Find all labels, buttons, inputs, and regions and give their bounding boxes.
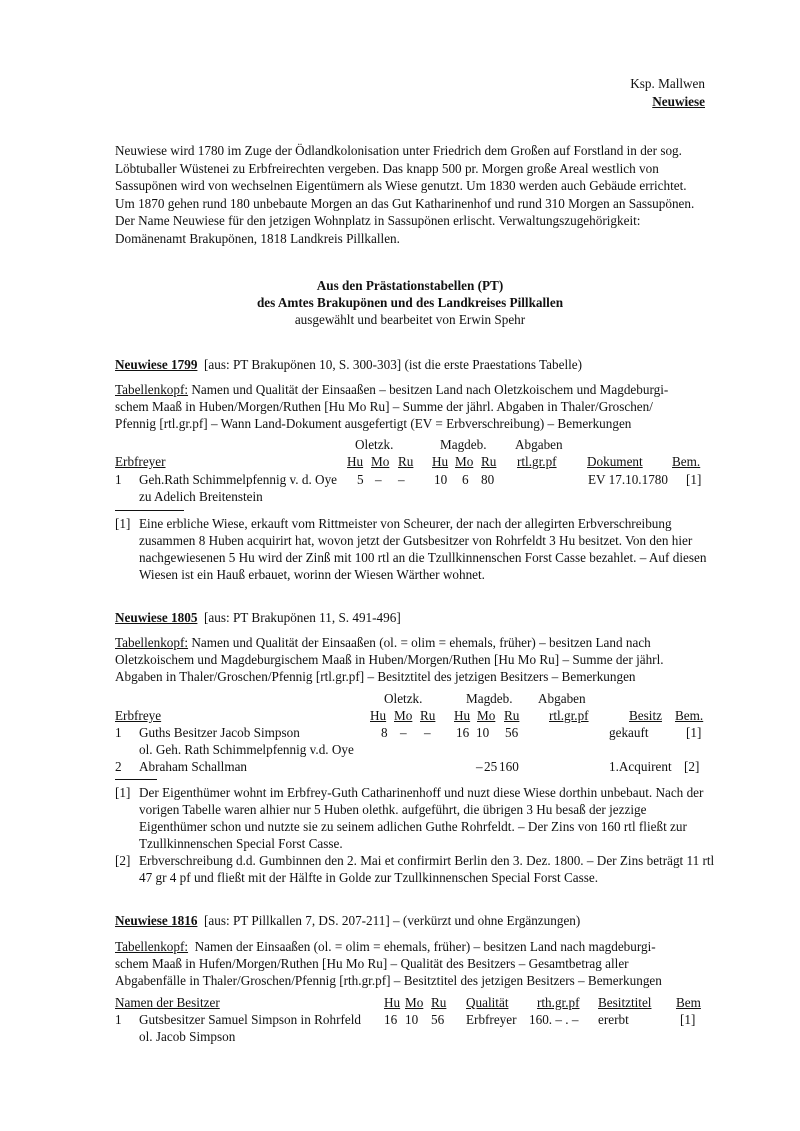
col-rtl: rtl.gr.pf [549, 708, 589, 723]
row-name: Gutsbesitzer Samuel Simpson in Rohrfeld [139, 1012, 361, 1027]
col-besitztitel: Besitztitel [598, 995, 652, 1010]
col-mo: Mo [405, 995, 424, 1010]
footnote-text: Erbverschreibung d.d. Gumbinnen den 2. Mai et confirmirt Berlin den 3. Dez. 1800. – Der Zins beträgt 11 rtl 47 gr 4 pf und fließt mit der Hälfte in Golde zur Tzullkinnenschen Special Forst Casse. [139, 853, 715, 885]
col-magdeb: Magdeb. [440, 437, 487, 452]
col-mo: Mo [371, 454, 390, 469]
cell-besitz: gekauft [609, 725, 649, 740]
col-hu: Hu [347, 454, 364, 469]
footnote [115, 515, 715, 583]
col-ru: Ru [431, 995, 447, 1010]
cell-mo2: 25 [484, 759, 498, 774]
section-1805-title: Neuwiese 1805 [115, 610, 198, 625]
col-hu: Hu [384, 995, 401, 1010]
cell-hu2: – [476, 759, 483, 774]
cell-ru2: 56 [505, 725, 519, 740]
footnote-number: [2] [115, 853, 131, 868]
col-ru: Ru [420, 708, 436, 723]
table-head-label: Tabellenkopf: [115, 382, 189, 397]
table-head-1816-line1 [115, 939, 656, 955]
cell-hu2: 10 [434, 472, 448, 487]
cell-mo2: 6 [462, 472, 469, 487]
footnote [115, 852, 715, 886]
col-abgaben: Abgaben [515, 437, 563, 452]
cell-hu2: 16 [456, 725, 470, 740]
section-1799-title: Neuwiese 1799 [115, 357, 198, 372]
row-number: 1 [115, 725, 122, 740]
cell-dokument: EV 17.10.1780 [588, 472, 668, 487]
cell-qualitaet: Erbfreyer [466, 1012, 517, 1027]
cell-bem: [1] [680, 1012, 696, 1027]
footnote-text: Eine erbliche Wiese, erkauft vom Rittmeister von Scheurer, der nach der allegirten Erbverschreibung zusammen 8 Huben acquirirt hat, wovon jetzt der Gutsbesitzer von Rohrfeldt 3 Hu besitzet. Von den hier nachgewiesenen 5 Hu wird der Zinß mit 100 rtl an die Tzullkinnenschen Forst Casse bezahlet. – Auf diesen Wiesen ist ein Hauß erbauet, worinn der Wiesen Wärther wohnet. [139, 516, 707, 582]
section-1816-header [115, 913, 580, 929]
col-mo2: Mo [477, 708, 496, 723]
cell-mo: – [375, 472, 382, 487]
col-rth: rth.gr.pf [537, 995, 580, 1010]
row-number: 1 [115, 1012, 122, 1027]
footnote-rule [115, 779, 157, 780]
cell-hu: 8 [381, 725, 388, 740]
table-head-1799-line2: schem Maaß in Huben/Morgen/Ruthen [Hu Mo Ru] – Summe der jährl. Abgaben in Thaler/Groschen/ [115, 399, 653, 414]
table-head-text: Namen der Einsaaßen (ol. = olim = ehemals, früher) – besitzen Land nach magdeburgi- [194, 939, 656, 954]
col-bem: Bem. [672, 454, 701, 469]
col-name: Erbfreye [115, 708, 162, 723]
row-number: 1 [115, 472, 122, 487]
table-head-1816-line3: Abgabenfälle in Thaler/Groschen/Pfennig [rth.gr.pf] – Besitztitel des jetzigen Besitzers – Bemerkungen [115, 973, 662, 988]
col-ru2: Ru [504, 708, 520, 723]
col-abgaben: Abgaben [538, 691, 586, 706]
cell-mo2: 10 [476, 725, 490, 740]
section-1799-source: [aus: PT Brakupönen 10, S. 300-303] (ist die erste Praestations Tabelle) [204, 357, 583, 372]
section-1816-source: [aus: PT Pillkallen 7, DS. 207-211] – (verkürzt und ohne Ergänzungen) [204, 913, 581, 928]
col-oletzk: Oletzk. [384, 691, 423, 706]
col-name: Namen der Besitzer [115, 995, 220, 1010]
cell-ru: – [424, 725, 431, 740]
table-head-1799-line3: Pfennig [rtl.gr.pf] – Wann Land-Dokument ausgefertigt (EV = Erbverschreibung) – Bemerkungen [115, 416, 632, 431]
col-oletzk: Oletzk. [355, 437, 394, 452]
cell-besitz: 1.Acquirent [609, 759, 672, 774]
row-number: 2 [115, 759, 122, 774]
section-heading-2: des Amtes Brakupönen und des Landkreises Pillkallen [256, 295, 564, 310]
section-heading-3: ausgewählt und bearbeitet von Erwin Spehr [294, 312, 526, 327]
cell-hu: 5 [357, 472, 364, 487]
col-hu2: Hu [454, 708, 471, 723]
col-magdeb: Magdeb. [466, 691, 513, 706]
row-name: Abraham Schallman [139, 759, 248, 774]
parish-label: Ksp. Mallwen [630, 76, 705, 91]
footnote-text: Der Eigenthümer wohnt im Erbfrey-Guth Catharinenhoff und nuzt diese Wiese dorthin unbebaut. Nach der vorigen Tabelle waren alhier nur 5 Huben olethk. aufgeführt, die übrigen 3 Hu besaß der jezzige Eigenthümer schon und nutzte sie zu seinem adlichen Guthe Rohrfeldt. – Der Zins von 160 rtl fließt zur Tzullkinnenschen Special Forst Casse. [139, 785, 704, 851]
cell-bem: [1] [686, 472, 702, 487]
col-dokument: Dokument [587, 454, 643, 469]
intro-paragraph: Neuwiese wird 1780 im Zuge der Ödlandkolonisation unter Friedrich dem Großen auf Forstland in der sog. Löbtuballer Wüstenei zu Erbfreirechten vergeben. Das knapp 500 pr. Morgen große Areal westlich von Sassupönen wird von wechselnen Eigentümern als Wiese genutzt. Um 1830 werden auch Gebäude errichtet. Um 1870 gehen rund 180 unbebaute Morgen an das Gut Katharinenhof und rund 310 Morgen an Sassupönen. Der Name Neuwiese für den jetzigen Wohnplatz in Sassupönen erlischt. Verwaltungszugehörigkeit: Domänenamt Brakupönen, 1818 Landkreis Pillkallen. [115, 143, 695, 246]
table-head-1816-line2: schem Maaß in Hufen/Morgen/Ruthen [Hu Mo Ru] – Qualität des Besitzers – Gesamtbetrag aller [115, 956, 629, 971]
cell-hu: 16 [384, 1012, 398, 1027]
cell-mo: – [400, 725, 407, 740]
col-rtl: rtl.gr.pf [517, 454, 557, 469]
table-head-label: Tabellenkopf: [115, 635, 189, 650]
row-name-2: ol. Geh. Rath Schimmelpfennig v.d. Oye [139, 742, 354, 757]
col-mo: Mo [394, 708, 413, 723]
col-hu2: Hu [432, 454, 449, 469]
section-1816-title: Neuwiese 1816 [115, 913, 198, 928]
section-heading-1: Aus den Prästationstabellen (PT) [316, 278, 504, 293]
footnote-number: [1] [115, 516, 131, 531]
cell-mo: 10 [405, 1012, 419, 1027]
table-head-1799-line1 [115, 382, 668, 398]
footnote [115, 784, 715, 852]
table-head-1805-line1 [115, 635, 651, 651]
col-hu: Hu [370, 708, 387, 723]
col-bem: Bem. [675, 708, 704, 723]
col-qualitaet: Qualität [466, 995, 509, 1010]
place-title: Neuwiese [652, 94, 705, 109]
row-name-2: zu Adelich Breitenstein [139, 489, 263, 504]
cell-ru: 56 [431, 1012, 445, 1027]
cell-ru2: 160 [499, 759, 519, 774]
col-ru: Ru [398, 454, 414, 469]
cell-bem: [1] [686, 725, 702, 740]
section-1805-header [115, 610, 401, 626]
section-1799-header [115, 357, 582, 373]
cell-besitztitel: ererbt [598, 1012, 629, 1027]
col-name: Erbfreyer [115, 454, 166, 469]
table-head-text: Namen und Qualität der Einsaaßen – besitzen Land nach Oletzkoischem und Magdeburgi- [191, 382, 669, 397]
row-name: Geh.Rath Schimmelpfennig v. d. Oye [139, 472, 338, 487]
table-head-1805-line3: Abgaben in Thaler/Groschen/Pfennig [rtl.gr.pf] – Besitztitel des jetzigen Besitzers – Bemerkungen [115, 669, 636, 684]
footnote-number: [1] [115, 785, 131, 800]
cell-ru: – [398, 472, 405, 487]
footnote-rule [115, 510, 184, 511]
row-name: Guths Besitzer Jacob Simpson [139, 725, 300, 740]
cell-bem: [2] [684, 759, 700, 774]
col-besitz: Besitz [629, 708, 662, 723]
col-ru2: Ru [481, 454, 497, 469]
table-head-1805-line2: Oletzkoischem und Magdeburgischem Maaß in Huben/Morgen/Ruthen [Hu Mo Ru] – Summe der jährl. [115, 652, 664, 667]
section-1805-source: [aus: PT Brakupönen 11, S. 491-496] [204, 610, 401, 625]
row-name-2: ol. Jacob Simpson [139, 1029, 236, 1044]
cell-ru2: 80 [481, 472, 495, 487]
cell-rth: 160. – . – [529, 1012, 579, 1027]
col-mo2: Mo [455, 454, 474, 469]
table-head-text: Namen und Qualität der Einsaaßen (ol. = olim = ehemals, früher) – besitzen Land nach [191, 635, 651, 650]
table-head-label: Tabellenkopf: [115, 939, 189, 954]
col-bem: Bem [676, 995, 701, 1010]
